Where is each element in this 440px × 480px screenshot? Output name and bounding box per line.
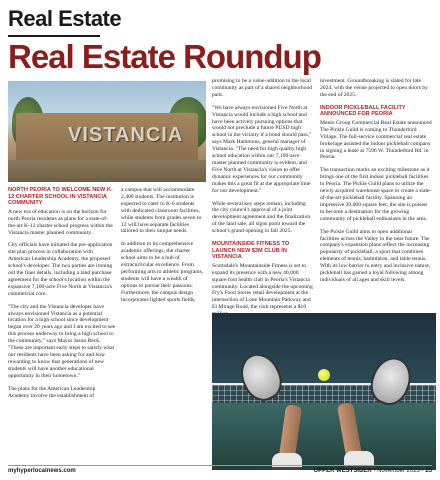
article-paragraph: The Pickle Guild aims to open additional facilities across the Valley in the near future. The company's expansion plans reflect the increasing popularity of pickleball, a sport that combines elements of tennis, badminton, and table tennis. With its low barrier to entry and inclusive nature, pickleball has gained a loyal following among individuals of all ages and skill levels.	[320, 228, 431, 283]
article-paragraph: A new era of education is on the horizon for north Peoria residents as plans for a state-of-the-art K-12 charter school progress within the Vistancia master planned community.	[8, 208, 113, 236]
column-2	[121, 187, 205, 310]
article-paragraph: The plans for the American Leadership Academy involve the establishment of	[8, 385, 96, 399]
pickleball-photo	[212, 313, 436, 470]
section-title: Real Estate	[8, 6, 122, 31]
sign-lettering: VISTANCIA	[68, 124, 184, 146]
column-1	[8, 187, 116, 405]
article-paragraph: Menlo Group Commercial Real Estate announced The Pickle Guild is coming to Thunderbird Village. The full-service commercial real estate brokerage assisted the indoor pickleball company in signing a lease at 7596 W. Thunderbird Rd. in Peoria.	[320, 119, 432, 161]
ball-shape	[318, 369, 330, 381]
court-floor	[212, 403, 436, 470]
article-subhead: MOUNTAINSIDE FITNESS TO LAUNCH NEW $3M CLUB IN VISTANCIA	[212, 241, 290, 261]
vistancia-sign-photo	[8, 81, 206, 182]
issue-date: • November 2023 •	[371, 468, 426, 474]
article-paragraph: Scottsdale's Mountainside Fitness is set to expand its presence with a new 40,000 square foot health club in Peoria's Vistancia community. Located alongside the upcoming Fry's Food Stores retail development at the intersection of Lone Mountain Parkway and El Mirage Road, the club represents a $10	[212, 262, 313, 311]
article-paragraph: City officials have initiated the pre-application site plan process in collaboration with American Leadership Academy, the proposed school's developer. The two parties are ironing out the finer details, including a land purchase agreement for the school's location within the expansive 7,100-acre Five North at Vistancia's commercial core.	[8, 242, 113, 297]
article-paragraph: "We have always envisioned Five North at Vistancia would include a high school and have been actively pursuing options that would not preclude a future PUSD high school in the vicinity if a bond should pass," says Mark Hammons, general manager of Vistancia. "The need for high quality high school education within our 7,100-acre master planned community is evident, and Five North at Vistancia's vision to offer dynamic experiences for our community makes this a great fit at the appropriate time for our development."	[212, 104, 312, 194]
article-paragraph: investment. Groundbreaking is slated for late 2024, with the venue projected to open doors by the end of 2025.	[320, 78, 428, 98]
headline: Real Estate Roundup	[8, 38, 321, 75]
article-paragraph: In addition to its comprehensive academic offerings, the charter school aims to be a hub of extracurricular excellence. From performing arts to athletic programs, students will have a wealth of options to pursue their passions. Furthermore, the campus design incorporates lighted sports fields,	[121, 241, 204, 303]
article-subhead: INDOOR PICKLEBALL FACILITY ANNOUNCED FOR PEORIA	[320, 104, 406, 118]
article-paragraph: While several key steps remain, including the city council's approval of a joint development agreement and the finalization of the land sale, all signs point toward the school's grand opening in fall 2025.	[212, 200, 311, 235]
footer-rule	[8, 465, 432, 466]
shoe-shape	[272, 453, 302, 470]
page-number: 25	[425, 468, 432, 474]
column-3	[212, 78, 314, 324]
footer-website: myhyperlocalnews.com	[8, 468, 76, 474]
footer-folio	[314, 468, 432, 474]
column-4	[320, 78, 432, 290]
article-paragraph: a campus that will accommodate 2,400 students. The institution is expected to cater to K-6 students with dedicated classroom facilities, while students from grades seven to 12 will have separate facilities tailored to their unique needs.	[121, 187, 202, 235]
section-underline	[8, 35, 100, 37]
article-paragraph: The transaction marks an exciting milestone as it brings one of the first indoor pickleball facilities to Peoria. The Pickle Guild plans to utilize the newly acquired warehouse space to create a state-of-the-art pickleball facility. Spanning an impressive 20,000 square feet, the site is poised to become a destination for the growing community of pickleball enthusiasts in the area.	[320, 167, 432, 222]
article-subhead: NORTH PEORIA TO WELCOME NEW K-12 CHARTER SCHOOL IN VISTANCIA COMMUNITY	[8, 187, 113, 207]
article-paragraph: promising to be a value-addition to the local community as part of a shared neighborhood park.	[212, 78, 313, 98]
ground	[8, 160, 206, 182]
article-paragraph: "The city and the Vistancia developer have always envisioned Vistancia as a potential location for a high school since development began over 20 years ago and I am excited to see this process underway to bring a high school to the community," says Mayor Jason Beck. "These are important early steps to satisfy what our residents have been asking for and how rewarding to know that generations of new students will have another educational opportunity in their hometown."	[8, 303, 116, 379]
publication-name: UPPER WESTSIDER	[313, 468, 372, 474]
